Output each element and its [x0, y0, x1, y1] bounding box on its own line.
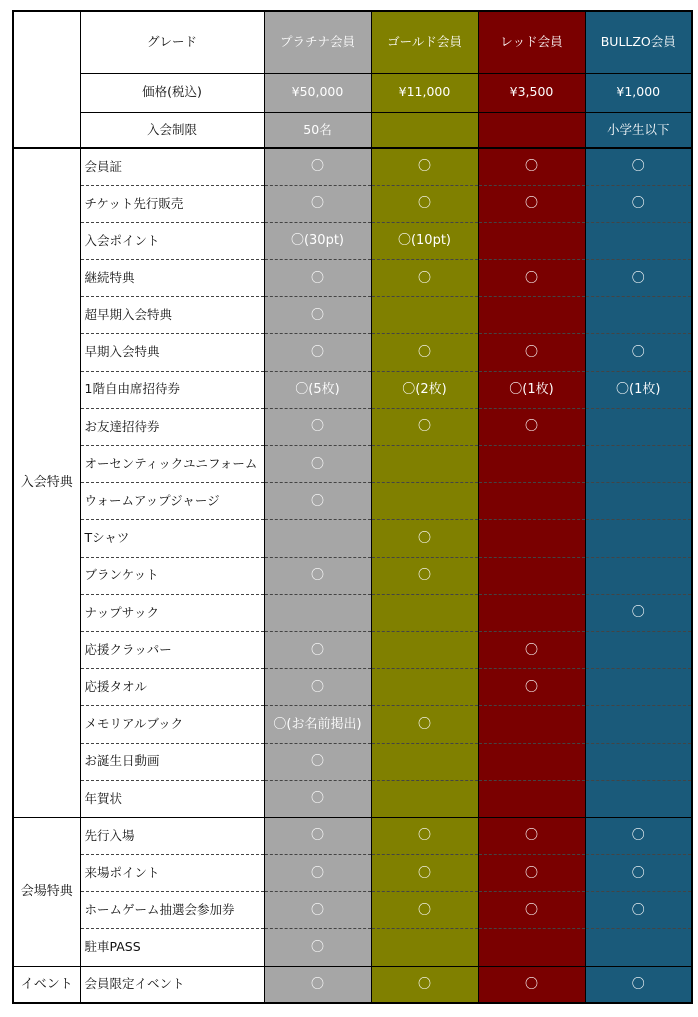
price-label: 価格(税込) [80, 73, 264, 112]
benefit-label: 駐車PASS [80, 929, 264, 966]
benefit-value-platinum: 〇 [264, 297, 371, 334]
price-gold: ¥11,000 [371, 73, 478, 112]
table-row [13, 408, 692, 445]
benefit-value-gold [371, 669, 478, 706]
benefit-value-gold: 〇 [371, 520, 478, 557]
grade-label: グレード [80, 11, 264, 73]
table-row [13, 371, 692, 408]
benefit-value-red [478, 594, 585, 631]
grade-platinum: プラチナ会員 [264, 11, 371, 73]
benefit-value-bullzo: 〇(1枚) [585, 371, 692, 408]
table-row [13, 631, 692, 668]
benefit-label: 応援クラッパー [80, 631, 264, 668]
benefit-value-gold: 〇 [371, 334, 478, 371]
benefit-value-red: 〇 [478, 334, 585, 371]
benefit-value-red: 〇 [478, 966, 585, 1003]
benefit-label: 入会ポイント [80, 222, 264, 259]
benefit-value-red: 〇 [478, 669, 585, 706]
benefit-value-bullzo: 〇 [585, 594, 692, 631]
benefit-value-bullzo [585, 743, 692, 780]
benefit-value-red: 〇 [478, 631, 585, 668]
benefit-value-bullzo [585, 631, 692, 668]
table-row [13, 483, 692, 520]
table-row [13, 594, 692, 631]
benefit-value-red [478, 297, 585, 334]
benefit-value-platinum: 〇 [264, 669, 371, 706]
table-row [13, 780, 692, 817]
benefit-label: チケット先行販売 [80, 185, 264, 222]
benefit-value-gold: 〇 [371, 817, 478, 854]
table-row [13, 966, 692, 1003]
benefit-label: ブランケット [80, 557, 264, 594]
table-row [13, 669, 692, 706]
benefit-value-gold: 〇 [371, 408, 478, 445]
benefit-value-gold [371, 297, 478, 334]
benefit-value-red: 〇 [478, 408, 585, 445]
benefit-label: 先行入場 [80, 817, 264, 854]
benefit-value-red: 〇 [478, 260, 585, 297]
benefit-label: オーセンティックユニフォーム [80, 446, 264, 483]
benefit-value-gold: 〇 [371, 260, 478, 297]
benefit-value-gold [371, 743, 478, 780]
benefit-label: 会員限定イベント [80, 966, 264, 1003]
benefit-value-platinum: 〇 [264, 966, 371, 1003]
benefit-value-bullzo: 〇 [585, 855, 692, 892]
benefit-value-platinum: 〇(30pt) [264, 222, 371, 259]
benefit-value-bullzo [585, 557, 692, 594]
limit-platinum: 50名 [264, 112, 371, 148]
benefit-value-gold: 〇 [371, 855, 478, 892]
benefit-value-platinum: 〇 [264, 929, 371, 966]
benefit-label: 継続特典 [80, 260, 264, 297]
benefit-value-bullzo: 〇 [585, 966, 692, 1003]
table-row [13, 185, 692, 222]
benefit-value-bullzo [585, 408, 692, 445]
benefit-value-gold: 〇 [371, 892, 478, 929]
benefit-value-platinum: 〇 [264, 743, 371, 780]
benefit-value-bullzo [585, 446, 692, 483]
benefit-value-platinum [264, 520, 371, 557]
header-row-price [13, 73, 692, 112]
benefit-value-platinum: 〇 [264, 334, 371, 371]
benefit-value-bullzo [585, 780, 692, 817]
table-row [13, 297, 692, 334]
benefit-value-platinum: 〇 [264, 483, 371, 520]
benefit-value-red: 〇 [478, 817, 585, 854]
benefit-value-gold [371, 446, 478, 483]
header-corner [13, 11, 80, 148]
benefit-value-bullzo [585, 520, 692, 557]
benefit-value-bullzo [585, 483, 692, 520]
category-cell: イベント [13, 966, 80, 1003]
benefit-value-red [478, 780, 585, 817]
benefit-value-bullzo: 〇 [585, 185, 692, 222]
benefit-value-gold [371, 929, 478, 966]
category-cell: 入会特典 [13, 148, 80, 817]
benefit-value-gold: 〇(10pt) [371, 222, 478, 259]
benefit-value-red: 〇 [478, 892, 585, 929]
table-row [13, 855, 692, 892]
benefit-value-red [478, 929, 585, 966]
benefit-value-red: 〇 [478, 185, 585, 222]
benefit-value-platinum: 〇 [264, 148, 371, 185]
table-row [13, 222, 692, 259]
benefit-value-gold: 〇 [371, 706, 478, 743]
benefit-value-bullzo [585, 222, 692, 259]
benefit-value-red [478, 743, 585, 780]
benefit-value-platinum: 〇 [264, 446, 371, 483]
benefit-value-bullzo: 〇 [585, 148, 692, 185]
category-cell: 会場特典 [13, 817, 80, 966]
table-row [13, 892, 692, 929]
price-red: ¥3,500 [478, 73, 585, 112]
benefit-value-platinum: 〇 [264, 557, 371, 594]
benefit-value-platinum: 〇(5枚) [264, 371, 371, 408]
benefit-value-gold: 〇(2枚) [371, 371, 478, 408]
table-row [13, 446, 692, 483]
table-row [13, 520, 692, 557]
benefit-value-platinum: 〇 [264, 817, 371, 854]
benefit-value-red [478, 222, 585, 259]
benefit-value-gold [371, 631, 478, 668]
benefit-value-platinum: 〇 [264, 260, 371, 297]
table-row [13, 743, 692, 780]
benefit-value-red [478, 557, 585, 594]
benefit-value-red: 〇(1枚) [478, 371, 585, 408]
limit-label: 入会制限 [80, 112, 264, 148]
benefit-label: ウォームアップジャージ [80, 483, 264, 520]
benefit-label: 来場ポイント [80, 855, 264, 892]
benefit-value-platinum: 〇 [264, 780, 371, 817]
benefit-value-gold: 〇 [371, 557, 478, 594]
benefit-value-gold: 〇 [371, 966, 478, 1003]
benefit-value-bullzo: 〇 [585, 334, 692, 371]
benefit-value-red: 〇 [478, 148, 585, 185]
benefit-value-platinum: 〇 [264, 631, 371, 668]
benefit-label: 応援タオル [80, 669, 264, 706]
limit-red [478, 112, 585, 148]
benefit-value-gold: 〇 [371, 185, 478, 222]
benefit-value-bullzo: 〇 [585, 892, 692, 929]
header-row-grade [13, 11, 692, 73]
benefit-value-red [478, 520, 585, 557]
benefit-value-bullzo [585, 297, 692, 334]
grade-gold: ゴールド会員 [371, 11, 478, 73]
table-row [13, 817, 692, 854]
benefit-value-platinum: 〇 [264, 892, 371, 929]
benefit-label: 会員証 [80, 148, 264, 185]
price-platinum: ¥50,000 [264, 73, 371, 112]
benefit-value-platinum: 〇(お名前掲出) [264, 706, 371, 743]
benefit-value-red: 〇 [478, 855, 585, 892]
benefit-value-red [478, 706, 585, 743]
table-row [13, 334, 692, 371]
benefit-label: ナップサック [80, 594, 264, 631]
benefit-label: 1階自由席招待券 [80, 371, 264, 408]
grade-red: レッド会員 [478, 11, 585, 73]
benefit-label: お友達招待券 [80, 408, 264, 445]
limit-gold [371, 112, 478, 148]
benefit-value-platinum: 〇 [264, 855, 371, 892]
benefit-label: 超早期入会特典 [80, 297, 264, 334]
benefit-label: ホームゲーム抽選会参加券 [80, 892, 264, 929]
table-body [13, 11, 692, 1003]
benefit-value-gold [371, 780, 478, 817]
benefit-value-bullzo: 〇 [585, 260, 692, 297]
benefit-value-gold [371, 594, 478, 631]
price-bullzo: ¥1,000 [585, 73, 692, 112]
table-row [13, 148, 692, 185]
benefit-value-bullzo [585, 929, 692, 966]
benefit-value-gold: 〇 [371, 148, 478, 185]
benefit-label: お誕生日動画 [80, 743, 264, 780]
benefit-value-red [478, 446, 585, 483]
membership-comparison-table [12, 10, 693, 1004]
benefit-value-platinum: 〇 [264, 185, 371, 222]
table-row [13, 929, 692, 966]
grade-bullzo: BULLZO会員 [585, 11, 692, 73]
benefit-label: Tシャツ [80, 520, 264, 557]
header-row-limit [13, 112, 692, 148]
benefit-value-gold [371, 483, 478, 520]
table-row [13, 706, 692, 743]
benefit-value-bullzo [585, 669, 692, 706]
benefit-label: 早期入会特典 [80, 334, 264, 371]
table-row [13, 557, 692, 594]
benefit-value-bullzo [585, 706, 692, 743]
benefit-label: メモリアルブック [80, 706, 264, 743]
benefit-value-bullzo: 〇 [585, 817, 692, 854]
benefit-value-platinum: 〇 [264, 408, 371, 445]
benefit-value-platinum [264, 594, 371, 631]
benefit-value-red [478, 483, 585, 520]
limit-bullzo: 小学生以下 [585, 112, 692, 148]
table-row [13, 260, 692, 297]
benefit-label: 年賀状 [80, 780, 264, 817]
